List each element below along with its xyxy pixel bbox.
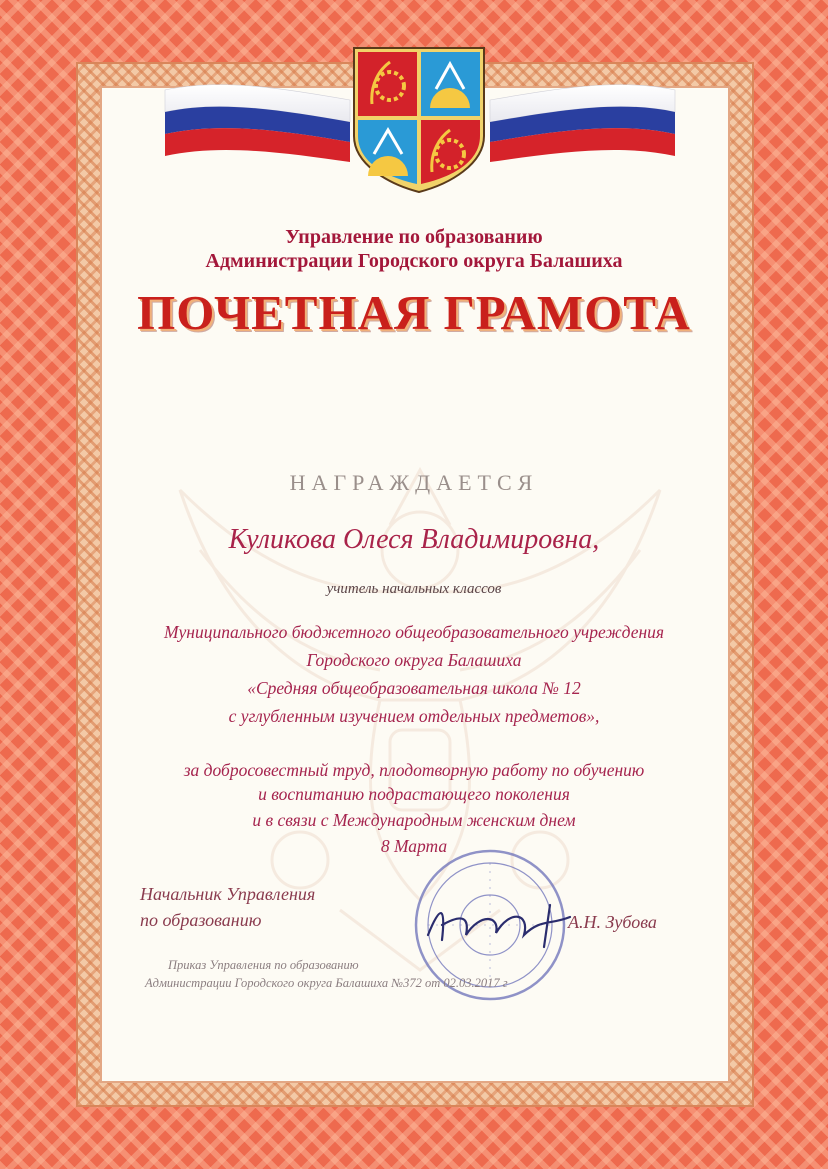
organization-line-1: Управление по образованию xyxy=(285,226,543,248)
institution-line: «Средняя общеобразовательная школа № 12 xyxy=(247,678,581,698)
order-reference-line-2: Администрации Городского округа Балашиха №372 от 02.03.2017 г xyxy=(145,976,508,990)
signer-name: А.Н. Зубова xyxy=(568,912,657,932)
handwritten-signature-icon xyxy=(420,895,580,955)
award-reason-line: 8 Марта xyxy=(380,836,448,856)
order-reference-line-1: Приказ Управления по образованию xyxy=(168,958,359,972)
institution-line: Городского округа Балашиха xyxy=(306,650,522,670)
signer-title-line-2: по образованию xyxy=(140,910,262,930)
award-reason-line: и воспитанию подрастающего поколения xyxy=(258,784,570,804)
organization-line-2: Администрации Городского округа Балашиха xyxy=(205,250,623,272)
certificate-title: ПОЧЕТНАЯ ГРАМОТА xyxy=(137,285,691,340)
signer-title-line-1: Начальник Управления xyxy=(140,884,316,904)
institution-line: Муниципального бюджетного общеобразовательного учреждения xyxy=(163,622,665,642)
balashikha-coat-of-arms-icon xyxy=(350,44,488,194)
awarded-label: НАГРАЖДАЕТСЯ xyxy=(289,470,539,495)
award-reason-line: за добросовестный труд, плодотворную работу по обучению xyxy=(183,760,645,780)
recipient-position: учитель начальных классов xyxy=(326,581,502,597)
award-reason-line: и в связи с Международным женским днем xyxy=(252,810,576,830)
recipient-name: Куликова Олеся Владимировна, xyxy=(228,524,600,555)
institution-line: с углубленным изучением отдельных предметов», xyxy=(228,706,600,726)
